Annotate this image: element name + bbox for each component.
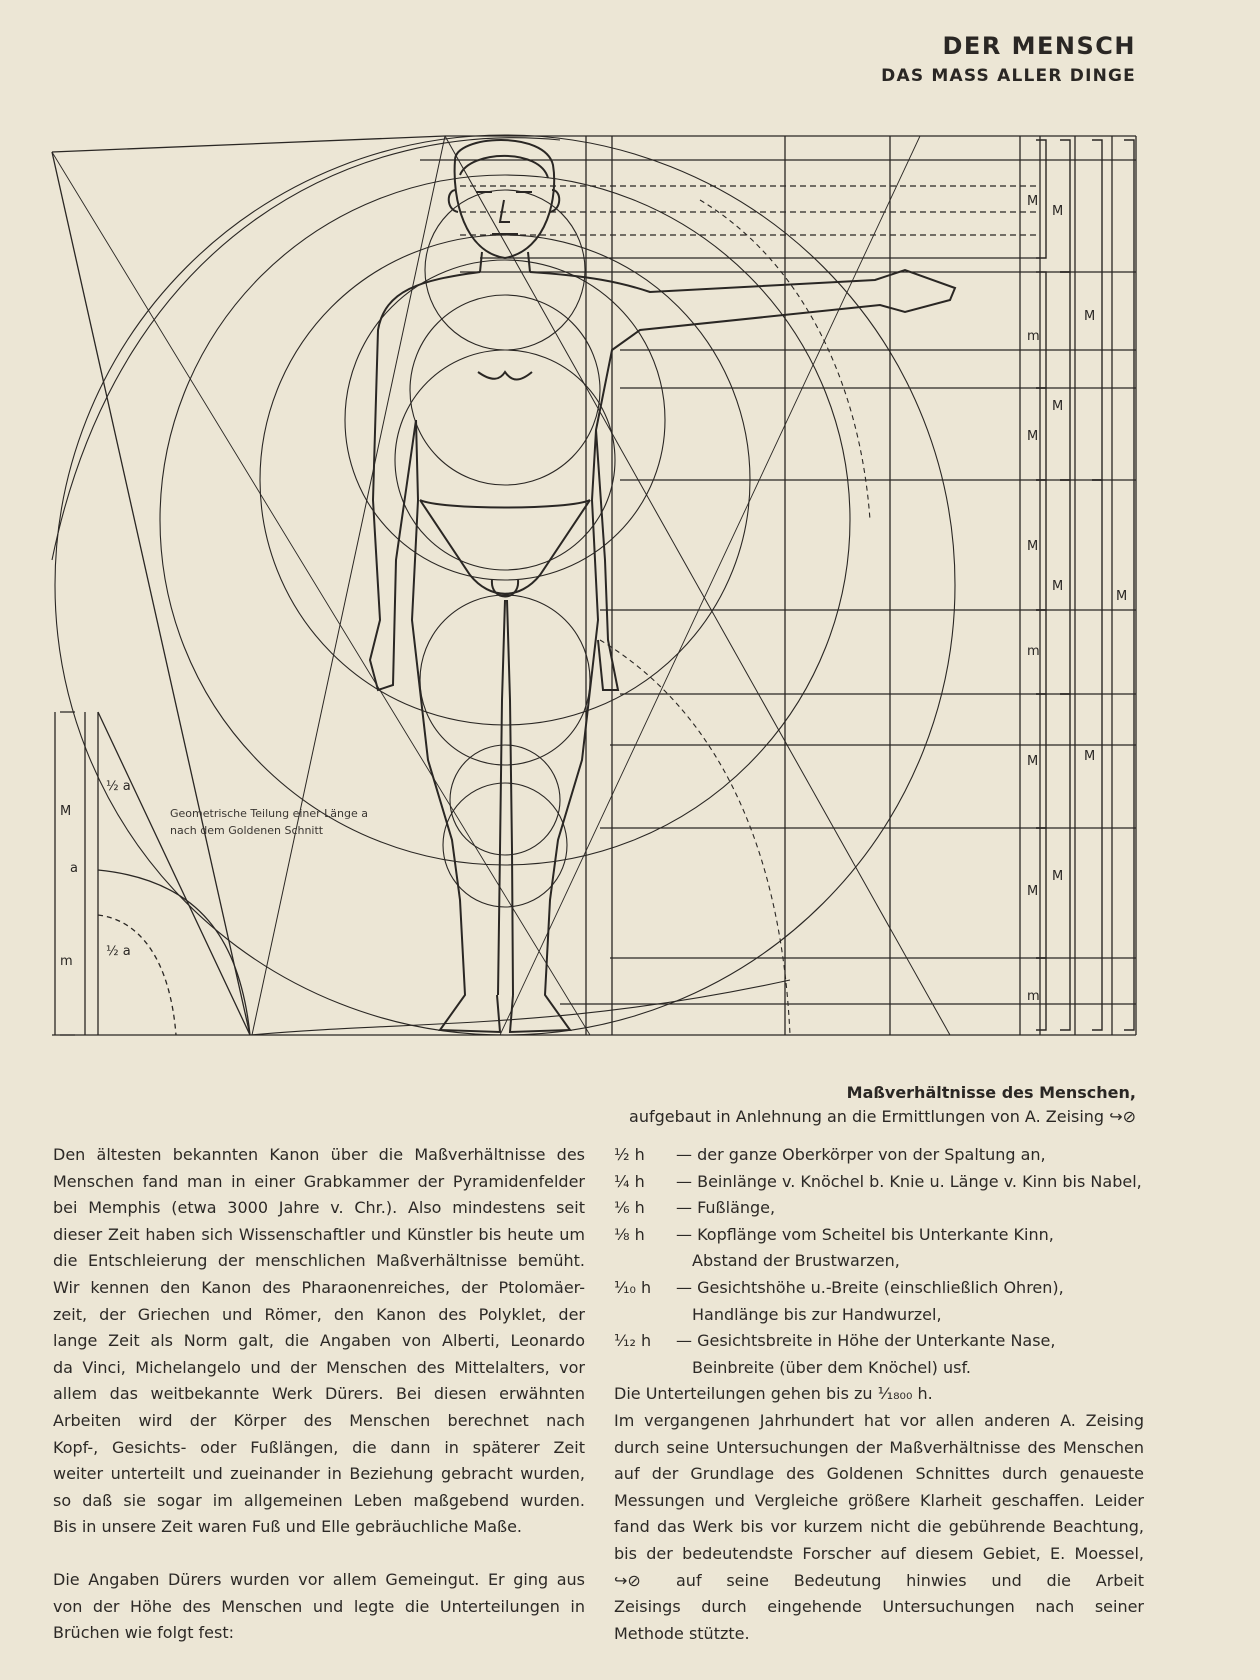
svg-text:m: m bbox=[1027, 989, 1040, 1004]
text-line: auf der Grundlage des Goldenen Schnittes durch genaueste bbox=[614, 1464, 1144, 1484]
svg-text:½ a: ½ a bbox=[106, 944, 131, 959]
text-line-content: auf seine Bedeutung hinwies und die Arbeit bbox=[676, 1570, 1144, 1590]
fraction-text: — Beinlänge v. Knöchel b. Knie u. Länge v. Kinn bis Nabel, bbox=[676, 1171, 1142, 1191]
caption-subtitle bbox=[629, 1107, 1136, 1126]
svg-text:M: M bbox=[1116, 589, 1128, 604]
text-line: Brüchen wie folgt fest: bbox=[53, 1623, 235, 1643]
zeising-paragraph bbox=[614, 1381, 1144, 1647]
reference-arrow-icon: ↪⊘ bbox=[614, 1570, 641, 1590]
fraction-text: Beinbreite (über dem Knöchel) usf. bbox=[692, 1357, 972, 1377]
fraction-row bbox=[614, 1169, 1144, 1196]
measurement-brackets bbox=[1036, 140, 1134, 1030]
caption-title: Maßverhältnisse des Menschen, bbox=[846, 1083, 1136, 1102]
paragraph-2 bbox=[53, 1567, 585, 1647]
text-line: Bis in unsere Zeit waren Fuß und Elle gebräuchliche Maße. bbox=[53, 1517, 523, 1537]
text-line: Methode stützte. bbox=[614, 1623, 750, 1643]
fraction-row bbox=[614, 1248, 1144, 1275]
fraction-label bbox=[614, 1355, 676, 1382]
svg-text:m: m bbox=[60, 954, 73, 969]
text-line: Den ältesten bekannten Kanon über die Maßverhältnisse des bbox=[53, 1145, 585, 1164]
right-text-column bbox=[614, 1142, 1144, 1647]
fraction-text: — Kopflänge vom Scheitel bis Unterkante Kinn, bbox=[676, 1224, 1054, 1244]
svg-text:M: M bbox=[1027, 194, 1039, 209]
text-line: Arbeiten wird der Körper des Menschen berechnet nach bbox=[53, 1410, 585, 1430]
fraction-label: ¹⁄₁₂ h bbox=[614, 1331, 652, 1351]
text-line: zeit, der Griechen und Römer, den Kanon des Polyklet, der bbox=[53, 1304, 585, 1324]
fraction-row bbox=[614, 1275, 1144, 1302]
svg-text:M: M bbox=[1084, 309, 1096, 324]
golden-section-circles bbox=[52, 135, 955, 1035]
fraction-row bbox=[614, 1222, 1144, 1249]
svg-text:m: m bbox=[1027, 329, 1040, 344]
svg-text:M: M bbox=[1052, 204, 1064, 219]
text-line: die Entschleierung der menschlichen Maßverhältnisse bemüht. bbox=[53, 1251, 585, 1271]
svg-text:a: a bbox=[70, 861, 78, 876]
svg-text:M: M bbox=[1052, 869, 1064, 884]
text-line: Wir kennen den Kanon des Pharaonenreiches, der Ptolomäer- bbox=[53, 1277, 585, 1297]
fraction-row bbox=[614, 1302, 1144, 1329]
page-subtitle: DAS MASS ALLER DINGE bbox=[881, 66, 1136, 86]
fraction-label: ⅛ h bbox=[614, 1224, 645, 1244]
fraction-text: — Gesichtsbreite in Höhe der Unterkante Nase, bbox=[676, 1331, 1056, 1351]
fraction-label bbox=[614, 1248, 676, 1275]
fraction-text: — Fußlänge, bbox=[676, 1198, 776, 1218]
text-line: Kopf-, Gesichts- oder Fußlängen, die dann in späterer Zeit bbox=[53, 1437, 585, 1457]
human-figure bbox=[370, 140, 955, 1032]
construction-lines bbox=[52, 136, 1136, 1035]
page-title: DER MENSCH bbox=[942, 32, 1136, 60]
text-line: bei Memphis (etwa 3000 Jahre v. Chr.). Also mindestens seit bbox=[53, 1198, 585, 1218]
fraction-row bbox=[614, 1355, 1144, 1382]
svg-text:M: M bbox=[1052, 399, 1064, 414]
text-line: da Vinci, Michelangelo und der Menschen des Mittelalters, vor bbox=[53, 1357, 585, 1377]
text-line: fand das Werk bis vor kurzem nicht die gebührende Beachtung, bbox=[614, 1517, 1144, 1537]
fraction-label bbox=[614, 1302, 676, 1329]
svg-text:M: M bbox=[1052, 579, 1064, 594]
fraction-label: ½ h bbox=[614, 1145, 645, 1164]
text-line: Menschen fand man in einer Grabkammer der Pyramidenfelder bbox=[53, 1171, 585, 1191]
fraction-label: ¹⁄₁₀ h bbox=[614, 1277, 652, 1297]
reference-arrow-icon: ↪⊘ bbox=[1109, 1107, 1136, 1126]
text-line: weiter unterteilt und zueinander in Beziehung gebracht wurden, bbox=[53, 1464, 585, 1484]
golden-section-inset bbox=[55, 712, 250, 1035]
fraction-text: Abstand der Brustwarzen, bbox=[692, 1251, 900, 1271]
text-line: dieser Zeit haben sich Wissenschaftler und Künstler bis heute um bbox=[53, 1224, 585, 1244]
fraction-text: — Gesichtshöhe u.-Breite (einschließlich Ohren), bbox=[676, 1277, 1064, 1297]
svg-text:M: M bbox=[1027, 539, 1039, 554]
svg-text:M: M bbox=[1027, 884, 1039, 899]
figure-caption bbox=[629, 1083, 1136, 1126]
text-line: allem das weitbekannte Werk Dürers. Bei diesen erwähnten bbox=[53, 1384, 585, 1404]
text-line: Die Unterteilungen gehen bis zu ¹⁄₁₈₀₀ h. bbox=[614, 1384, 933, 1404]
svg-text:M: M bbox=[1027, 754, 1039, 769]
fraction-label: ¼ h bbox=[614, 1171, 645, 1191]
svg-text:M: M bbox=[1027, 429, 1039, 444]
left-text-column bbox=[53, 1142, 585, 1647]
text-line: Die Angaben Dürers wurden vor allem Gemeingut. Er ging aus bbox=[53, 1569, 585, 1589]
inset-labels bbox=[60, 779, 131, 969]
text-line: von der Höhe des Menschen und legte die Unterteilungen in bbox=[53, 1596, 585, 1616]
paragraph-1 bbox=[53, 1142, 585, 1541]
text-line: durch seine Untersuchungen der Maßverhältnisse des Menschen bbox=[614, 1437, 1144, 1457]
text-line: Im vergangenen Jahrhundert hat vor allen anderen A. Zeising bbox=[614, 1410, 1144, 1430]
text-line bbox=[614, 1568, 1144, 1595]
fraction-text: Handlänge bis zur Handwurzel, bbox=[692, 1304, 942, 1324]
text-line: Zeisings durch eingehende Untersuchungen nach seiner bbox=[614, 1597, 1144, 1617]
fraction-row bbox=[614, 1328, 1144, 1355]
fraction-list bbox=[614, 1142, 1144, 1381]
svg-text:M: M bbox=[60, 804, 72, 819]
fraction-row bbox=[614, 1142, 1144, 1169]
text-line: bis der bedeutendste Forscher auf diesem Gebiet, E. Moessel, bbox=[614, 1543, 1144, 1563]
fraction-row bbox=[614, 1195, 1144, 1222]
svg-text:½ a: ½ a bbox=[106, 779, 131, 794]
inset-caption: Geometrische Teilung einer Länge a nach dem Goldenen Schnitt bbox=[170, 807, 368, 837]
svg-text:m: m bbox=[1027, 644, 1040, 659]
text-line: so daß sie sogar im allgemeinen Leben maßgebend wurden. bbox=[53, 1490, 585, 1510]
fraction-label: ⅙ h bbox=[614, 1198, 645, 1218]
text-line: Messungen und Vergleiche größere Klarheit geschaffen. Leider bbox=[614, 1490, 1144, 1510]
fraction-text: — der ganze Oberkörper von der Spaltung an, bbox=[676, 1145, 1046, 1164]
text-line: lange Zeit als Norm galt, die Angaben von Alberti, Leonardo bbox=[53, 1331, 585, 1351]
svg-text:M: M bbox=[1084, 749, 1096, 764]
caption-sub-text: aufgebaut in Anlehnung an die Ermittlungen von A. Zeising bbox=[629, 1107, 1105, 1126]
